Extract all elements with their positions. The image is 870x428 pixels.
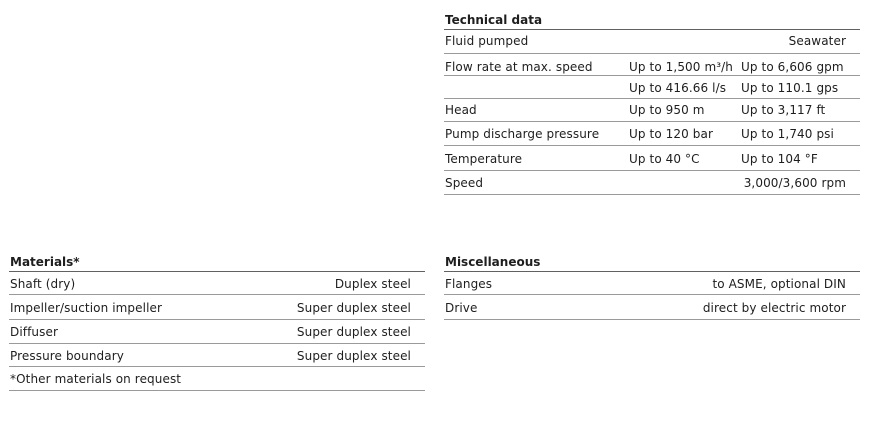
table-row (444, 122, 860, 146)
footnote-row (9, 367, 425, 391)
footnote: *Other materials on request (10, 372, 182, 386)
miscellaneous-title: Miscellaneous (444, 254, 860, 272)
row-label: Speed (445, 176, 484, 190)
row-imperial-value: Up to 110.1 gps (741, 81, 839, 95)
table-row (444, 146, 860, 171)
row-label: Flanges (445, 277, 493, 291)
miscellaneous-table (444, 254, 860, 320)
row-label: Fluid pumped (445, 34, 529, 48)
technical-data-table (444, 12, 860, 195)
table-row (444, 30, 860, 54)
row-metric-value: Up to 120 bar (629, 127, 713, 141)
row-label: Drive (445, 301, 478, 315)
row-label: Pressure boundary (10, 349, 124, 363)
row-metric-value: Up to 40 °C (629, 152, 700, 166)
row-label: Pump discharge pressure (445, 127, 600, 141)
row-value: Duplex steel (334, 277, 411, 291)
row-imperial-value: Up to 1,740 psi (741, 127, 834, 141)
row-value: to ASME, optional DIN (712, 277, 846, 291)
row-value: Super duplex steel (296, 325, 411, 339)
table-row (444, 171, 860, 195)
row-metric-value: Up to 416.66 l/s (629, 81, 727, 95)
table-row (9, 295, 425, 320)
row-value: 3,000/3,600 rpm (743, 176, 846, 190)
materials-title: Materials* (9, 254, 425, 272)
table-row (444, 295, 860, 320)
table-row (444, 99, 860, 122)
table-row (9, 320, 425, 344)
row-label: Diffuser (10, 325, 58, 339)
row-value: Super duplex steel (296, 301, 411, 315)
table-row (444, 76, 860, 99)
table-row (444, 54, 860, 76)
table-row (9, 272, 425, 295)
row-value: Super duplex steel (296, 349, 411, 363)
row-imperial-value: Up to 104 °F (741, 152, 818, 166)
row-label: Temperature (445, 152, 523, 166)
row-value: Seawater (788, 34, 846, 48)
row-label: Shaft (dry) (10, 277, 76, 291)
table-row (444, 272, 860, 295)
row-value: direct by electric motor (702, 301, 846, 315)
row-metric-value: Up to 1,500 m³/h (629, 60, 733, 74)
technical-data-title: Technical data (444, 12, 860, 30)
row-label: Head (445, 103, 477, 117)
row-label: Flow rate at max. speed (445, 60, 593, 74)
materials-table (9, 254, 425, 391)
table-row (9, 344, 425, 367)
row-metric-value: Up to 950 m (629, 103, 705, 117)
row-imperial-value: Up to 3,117 ft (741, 103, 826, 117)
row-imperial-value: Up to 6,606 gpm (741, 60, 844, 74)
row-label: Impeller/suction impeller (10, 301, 163, 315)
